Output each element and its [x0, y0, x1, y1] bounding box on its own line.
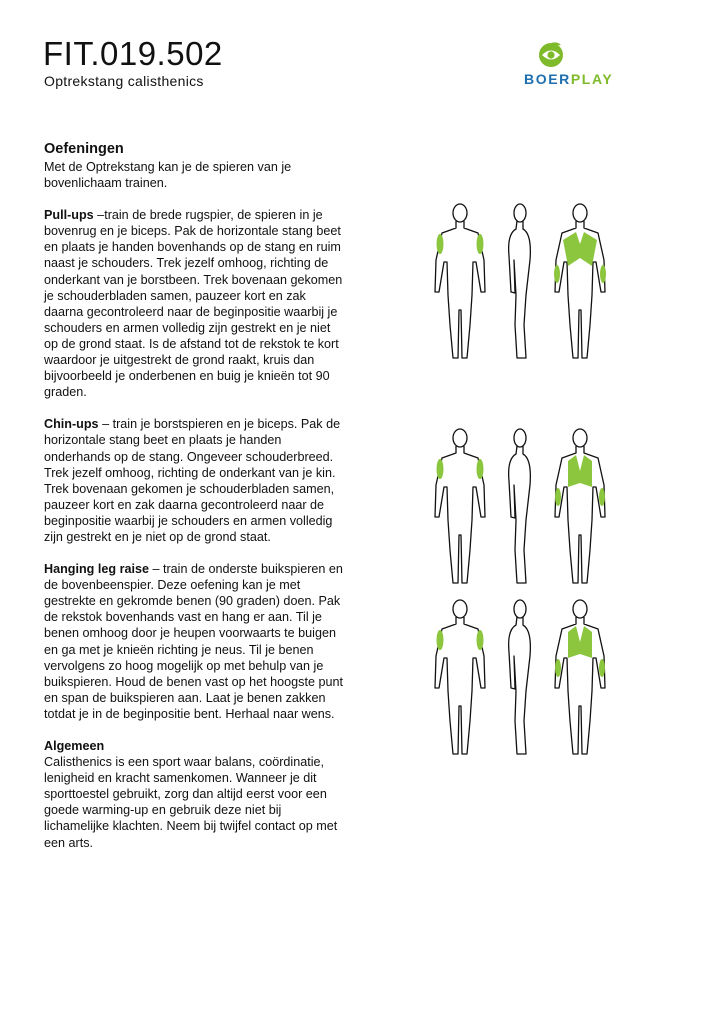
exercise-pullups — [44, 207, 344, 400]
exercise-title: Hanging leg raise — [44, 562, 149, 577]
exercise-content — [44, 140, 344, 867]
muscle-biceps-right — [477, 234, 484, 254]
section-intro: Met de Optrekstang kan je de spieren van je bovenlichaam trainen. — [44, 160, 292, 191]
product-subtitle: Optrekstang calisthenics — [44, 73, 204, 89]
muscle-forearm-right — [599, 488, 605, 506]
logo-wordmark — [524, 71, 613, 87]
general-section — [44, 738, 344, 851]
leg-raise-muscle-figures — [430, 596, 610, 756]
muscle-biceps-left — [437, 630, 444, 650]
body-figure-side — [509, 429, 531, 583]
body-figure-back — [435, 429, 485, 583]
exercise-text: –train de brede rugspier, de spieren in je bovenrug en je biceps. Pak de horizontale stang beet en plaats je handen bovenhands op de stang en ruim naast je schouders. Trek jezelf omhoog, richting de onderkant van je borstbeen. Trek bovenaan gekomen je schouderbladen samen, pauzeer kort en zak daarna gecontroleerd naar de beginpositie waarbij je schouders en armen volledig zijn gestrekt en je niet op de grond staat. Is de afstand tot de rekstok te kort waardoor je uitgestrekt de grond raakt, kruis dan bijvoorbeeld je onderbenen en buig je knieën tot 90 graden. — [44, 208, 343, 400]
body-figure-side — [509, 204, 531, 358]
body-figure-front — [555, 429, 605, 583]
muscle-abs-chest — [568, 626, 592, 658]
body-figure-front — [555, 204, 605, 358]
muscle-chest — [568, 455, 592, 487]
chinups-muscle-figures — [430, 425, 610, 585]
muscle-forearm-right — [600, 265, 606, 283]
muscle-forearm-left — [555, 488, 561, 506]
exercise-text: – train de onderste buikspieren en de bovenbeenspier. Deze oefening kan je met gestrekte en gekromde benen (90 graden) doen. Pak de rekstok bovenhands vast en hang er aan. Til je benen omhoog door je heupen voorwaarts te buigen en ga met je knieën richting je neus. Til je benen vervolgens zo hoog mogelijk op met behulp van je buikspieren. Houd de benen vast op het hoogste punt en span de buikspieren aan. Laat je benen zakken totdat je in de beginpositie bent. Herhaal naar wens. — [44, 562, 343, 721]
section-heading: Oefeningen — [44, 141, 124, 157]
exercise-text: – train je borstspieren en je biceps. Pak de horizontale stang beet en plaats je handen onderhands op de stang. Ongeveer schouderbreed. Trek jezelf omhoog, richting de onderkant van je kin. Trek bovenaan gekomen je schouderbladen samen, pauzeer kort en zak daarna gecontroleerd naar de beginpositie waarbij je schouders en armen volledig zijn gestrekt en je niet op de grond staat. — [44, 417, 341, 544]
muscle-forearm-left — [554, 265, 560, 283]
muscle-biceps-left — [437, 234, 444, 254]
muscle-biceps-right — [477, 459, 484, 479]
boerplay-logo — [520, 42, 630, 90]
body-figure-side — [509, 600, 531, 754]
muscle-forearm-left — [555, 659, 561, 677]
general-text: Calisthenics is een sport waar balans, coördinatie, lenigheid en kracht samenkomen. Wanneer je dit sporttoestel gebruikt, zorg dan altijd eerst voor een goede warming-up en gebruik deze niet bij lichamelijke klachten. Neem bij twijfel contact op met een arts. — [44, 755, 338, 850]
muscle-biceps-left — [437, 459, 444, 479]
exercise-hanging-leg-raise — [44, 561, 344, 722]
pullups-muscle-figures — [430, 200, 610, 360]
logo-text-boer: BOER — [524, 71, 571, 87]
body-figure-back — [435, 600, 485, 754]
logo-text-play: PLAY — [570, 71, 614, 87]
boerplay-eye-leaf-icon — [537, 42, 567, 70]
body-figure-front — [555, 600, 605, 754]
muscle-lats — [563, 232, 597, 266]
muscle-biceps-right — [477, 630, 484, 650]
exercise-chinups — [44, 416, 344, 545]
general-title: Algemeen — [44, 739, 105, 753]
muscle-forearm-right — [599, 659, 605, 677]
muscle-highlights — [437, 232, 607, 283]
body-figure-back — [435, 204, 485, 358]
product-code: FIT.019.502 — [43, 35, 223, 72]
muscle-highlights — [437, 455, 606, 506]
exercise-title: Chin-ups — [44, 417, 99, 432]
exercise-title: Pull-ups — [44, 208, 94, 223]
muscle-highlights — [437, 626, 606, 677]
